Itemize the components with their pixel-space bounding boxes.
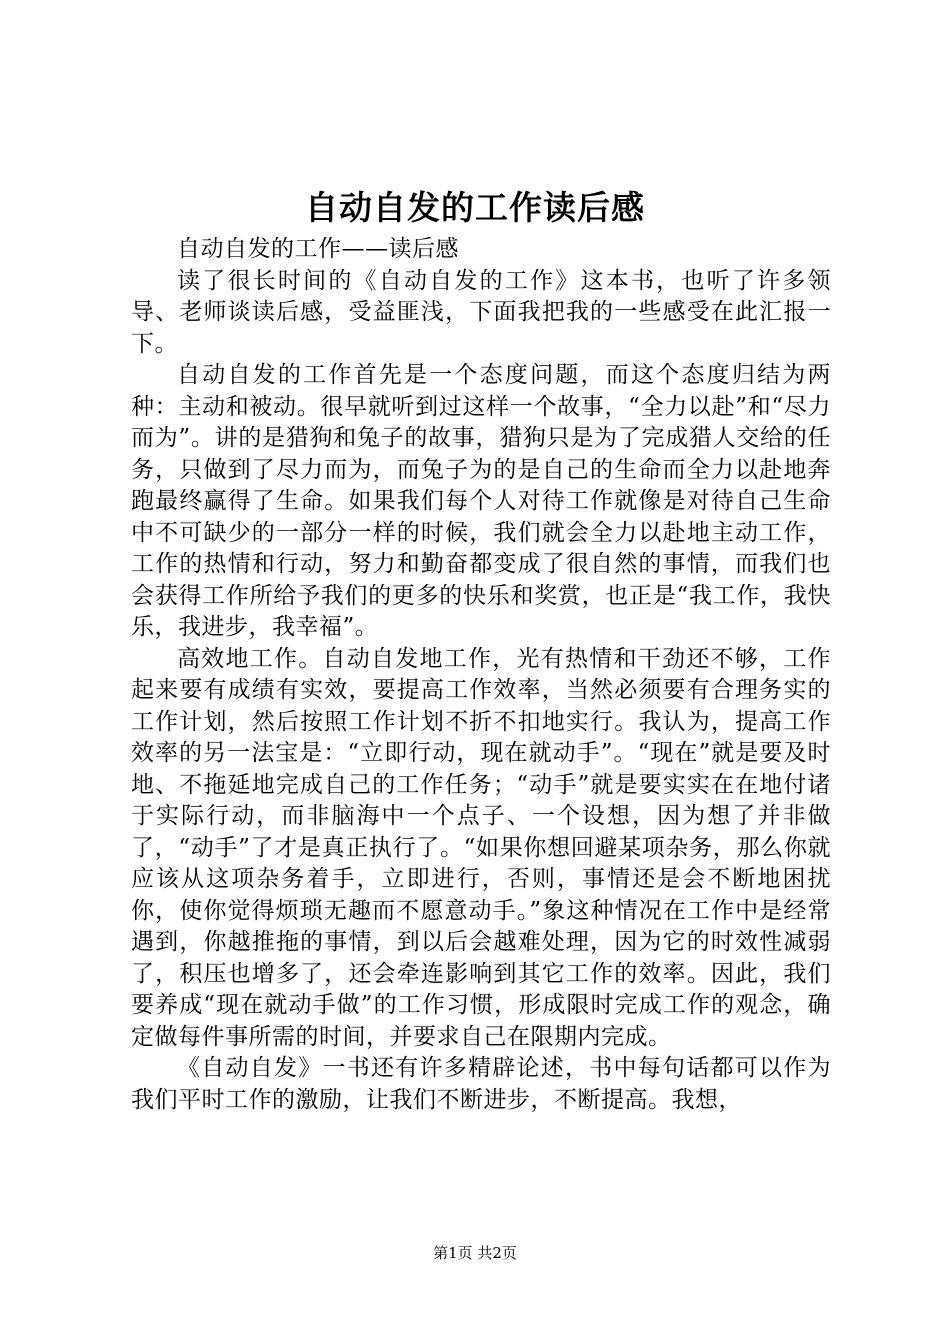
paragraph: 自动自发的工作首先是一个态度问题，而这个态度归结为两种：主动和被动。很早就听到过这样一个故事，“全力以赴”和“尽力而为”。讲的是猎狗和兔子的故事，猎狗只是为了完成猎人交给的任务，只做到了尽力而为，而兔子为的是自己的生命而全力以赴地奔跑最终赢得了生命。如果我们每个人对待工作就像是对待自己生命中不可缺少的一部分一样的时候，我们就会全力以赴地主动工作，工作的热情和行动，努力和勤奋都变成了很自然的事情，而我们也会获得工作所给予我们的更多的快乐和奖赏，也正是“我工作，我快乐，我进步，我幸福”。 <box>131 362 831 640</box>
paragraph: 高效地工作。自动自发地工作，光有热情和干劲还不够，工作起来要有成绩有实效，要提高工作效率，当然必须要有合理务实的工作计划，然后按照工作计划不折不扣地实行。我认为，提高工作效率的另一法宝是：“立即行动，现在就动手”。“现在”就是要及时地、不拖延地完成自己的工作任务；“动手”就是要实实在在地付诸于实际行动，而非脑海中一个点子、一个设想，因为想了并非做了，“动手”了才是真正执行了。“如果你想回避某项杂务，那么你就应该从这项杂务着手，立即进行，否则，事情还是会不断地困扰你，使你觉得烦琐无趣而不愿意动手。”象这种情况在工作中是经常遇到，你越推拖的事情，到以后会越难处理，因为它的时效性减弱了，积压也增多了，还会牵连影响到其它工作的效率。因此，我们要养成“现在就动手做”的工作习惯，形成限时完成工作的观念，确定做每件事所需的时间，并要求自己在限期内完成。 <box>131 645 831 1050</box>
paragraph: 《自动自发》一书还有许多精辟论述，书中每句话都可以作为我们平时工作的激励，让我们不断进步，不断提高。我想， <box>131 1055 831 1113</box>
paragraph-subtitle: 自动自发的工作——读后感 <box>177 236 459 262</box>
page-footer: 第1页 共2页 <box>433 1244 517 1262</box>
document-body <box>131 234 831 1116</box>
paragraph: 读了很长时间的《自动自发的工作》这本书，也听了许多领导、老师谈读后感，受益匪浅，下面我把我的一些感受在此汇报一下。 <box>131 267 831 357</box>
document-title: 自动自发的工作读后感 <box>305 188 645 227</box>
